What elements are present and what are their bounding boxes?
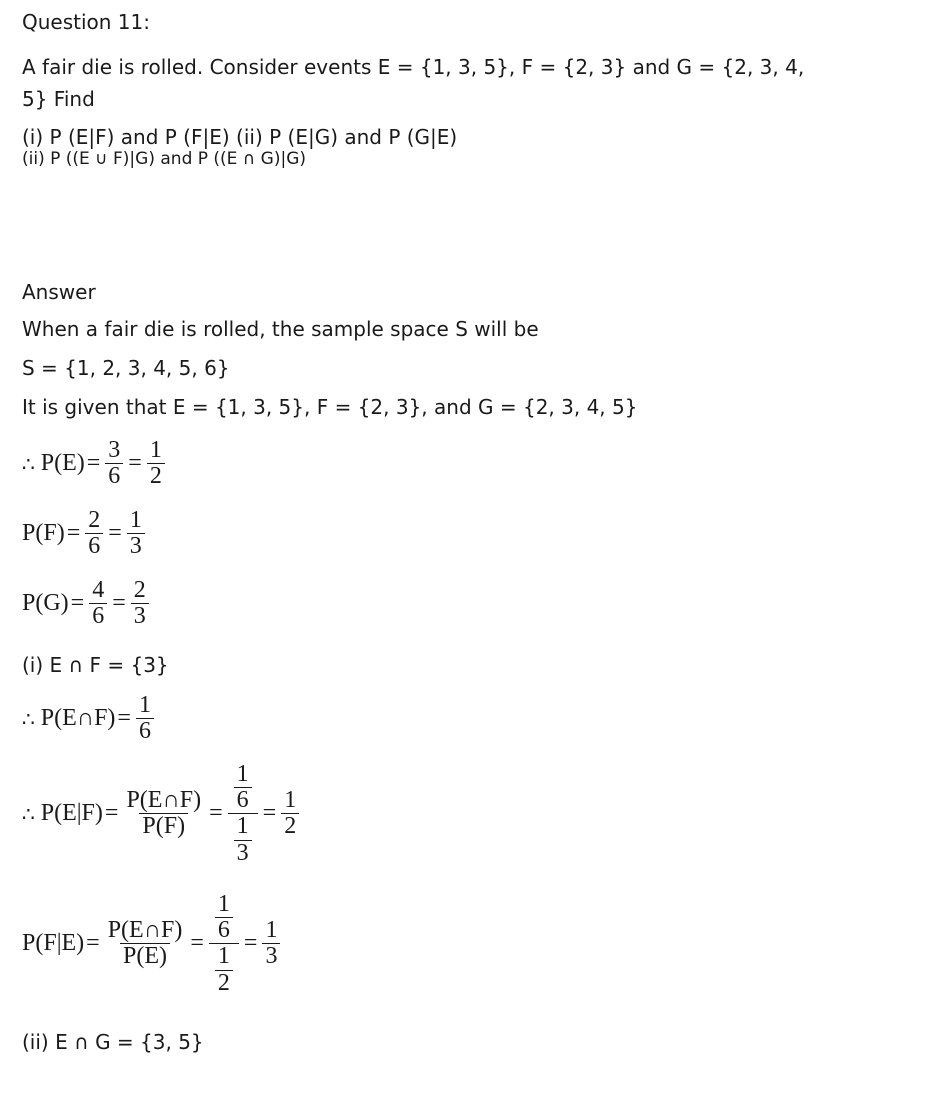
equals-sign: = <box>190 930 204 957</box>
equals-sign: = <box>209 800 223 827</box>
p-e-lhs: P(E) <box>40 450 85 477</box>
fraction-denominator: 3 <box>127 533 145 559</box>
equals-sign: = <box>108 520 122 547</box>
answer-heading: Answer <box>22 280 96 304</box>
fraction <box>136 693 154 744</box>
fraction <box>131 578 149 629</box>
equation-p-e-and-f <box>22 693 157 744</box>
fraction-numerator: 2 <box>88 507 101 533</box>
answer-line-2: S = {1, 2, 3, 4, 5, 6} <box>22 356 230 380</box>
fraction <box>215 944 233 995</box>
fraction-numerator: 1 <box>138 692 151 718</box>
fraction-denominator: P(E) <box>120 943 170 969</box>
compound-fraction-denominator <box>209 943 239 995</box>
fraction-denominator: P(F) <box>139 813 188 839</box>
fraction <box>147 438 165 489</box>
fraction-denominator: 6 <box>105 463 123 489</box>
compound-fraction-denominator <box>228 813 258 865</box>
part-ii-label: (ii) E ∩ G = {3, 5} <box>22 1030 204 1054</box>
fraction <box>281 788 299 839</box>
therefore-symbol: ∴ <box>22 706 35 731</box>
fraction-numerator: 4 <box>92 577 105 603</box>
question-part-2: (ii) P ((E ∪ F)|G) and P ((E ∩ G)|G) <box>22 149 307 169</box>
fraction-denominator: 2 <box>215 970 233 996</box>
question-line-1: A fair die is rolled. Consider events E = {1, 3, 5}, F = {2, 3} and G = {2, 3, 4, <box>22 55 805 79</box>
fraction-numerator: 3 <box>108 437 121 463</box>
equals-sign: = <box>243 930 258 957</box>
equals-sign: = <box>117 705 131 732</box>
fraction-numerator: P(E∩F) <box>126 787 202 814</box>
fraction-numerator: 1 <box>236 761 249 787</box>
p-e-and-f-lhs: P(E∩F) <box>40 705 116 732</box>
fraction-numerator: 1 <box>236 813 249 840</box>
fraction-numerator: P(E∩F) <box>107 917 183 944</box>
fraction-denominator: 2 <box>281 813 299 839</box>
question-part-1: (i) P (E|F) and P (F|E) (ii) P (E|G) and P (G|E) <box>22 125 458 149</box>
fraction-numerator: 1 <box>129 507 142 533</box>
fraction-denominator: 3 <box>234 840 252 866</box>
fraction <box>89 578 107 629</box>
fraction <box>234 814 252 865</box>
question-line-2: 5} Find <box>22 87 95 111</box>
equation-p-g <box>22 578 152 629</box>
fraction-numerator: 1 <box>217 943 230 970</box>
equals-sign: = <box>112 590 126 617</box>
fraction <box>105 438 123 489</box>
fraction-numerator: 2 <box>133 577 146 603</box>
fraction <box>215 892 233 943</box>
fraction <box>85 508 103 559</box>
equals-sign: = <box>262 800 277 827</box>
compound-fraction-numerator <box>228 762 258 813</box>
answer-line-1: When a fair die is rolled, the sample space S will be <box>22 317 539 341</box>
fraction <box>262 918 280 969</box>
therefore-symbol: ∴ <box>22 451 35 476</box>
fraction-denominator: 6 <box>89 603 107 629</box>
equals-sign: = <box>86 450 101 477</box>
compound-fraction <box>228 762 258 866</box>
equals-sign: = <box>104 800 119 827</box>
equation-p-f-given-e <box>22 892 283 996</box>
fraction-denominator: 2 <box>147 463 165 489</box>
fraction <box>105 918 186 969</box>
compound-fraction <box>209 892 239 996</box>
p-e-given-f-lhs: P(E|F) <box>40 800 103 827</box>
fraction-denominator: 6 <box>85 533 103 559</box>
fraction-denominator: 6 <box>136 718 154 744</box>
question-heading: Question 11: <box>22 10 150 34</box>
fraction-denominator: 3 <box>131 603 149 629</box>
fraction-numerator: 1 <box>217 891 230 917</box>
fraction <box>123 788 204 839</box>
equals-sign: = <box>70 590 85 617</box>
fraction-denominator: 3 <box>262 943 280 969</box>
fraction-numerator: 1 <box>149 437 162 463</box>
p-f-lhs: P(F) <box>22 520 65 547</box>
equals-sign: = <box>128 450 142 477</box>
fraction-denominator: 6 <box>234 787 252 813</box>
equals-sign: = <box>66 520 81 547</box>
equation-p-e <box>22 438 168 489</box>
therefore-symbol: ∴ <box>22 801 35 826</box>
equals-sign: = <box>86 930 100 957</box>
p-g-lhs: P(G) <box>22 590 69 617</box>
fraction-denominator: 6 <box>215 917 233 943</box>
fraction-numerator: 1 <box>265 917 278 944</box>
p-f-given-e-lhs: P(F|E) <box>22 930 85 957</box>
part-i-label: (i) E ∩ F = {3} <box>22 653 169 677</box>
fraction <box>234 762 252 813</box>
fraction <box>127 508 145 559</box>
equation-p-f <box>22 508 148 559</box>
answer-line-3: It is given that E = {1, 3, 5}, F = {2, 3}, and G = {2, 3, 4, 5} <box>22 395 638 419</box>
compound-fraction-numerator <box>209 892 239 943</box>
fraction-numerator: 1 <box>284 787 297 814</box>
equation-p-e-given-f <box>22 762 302 866</box>
